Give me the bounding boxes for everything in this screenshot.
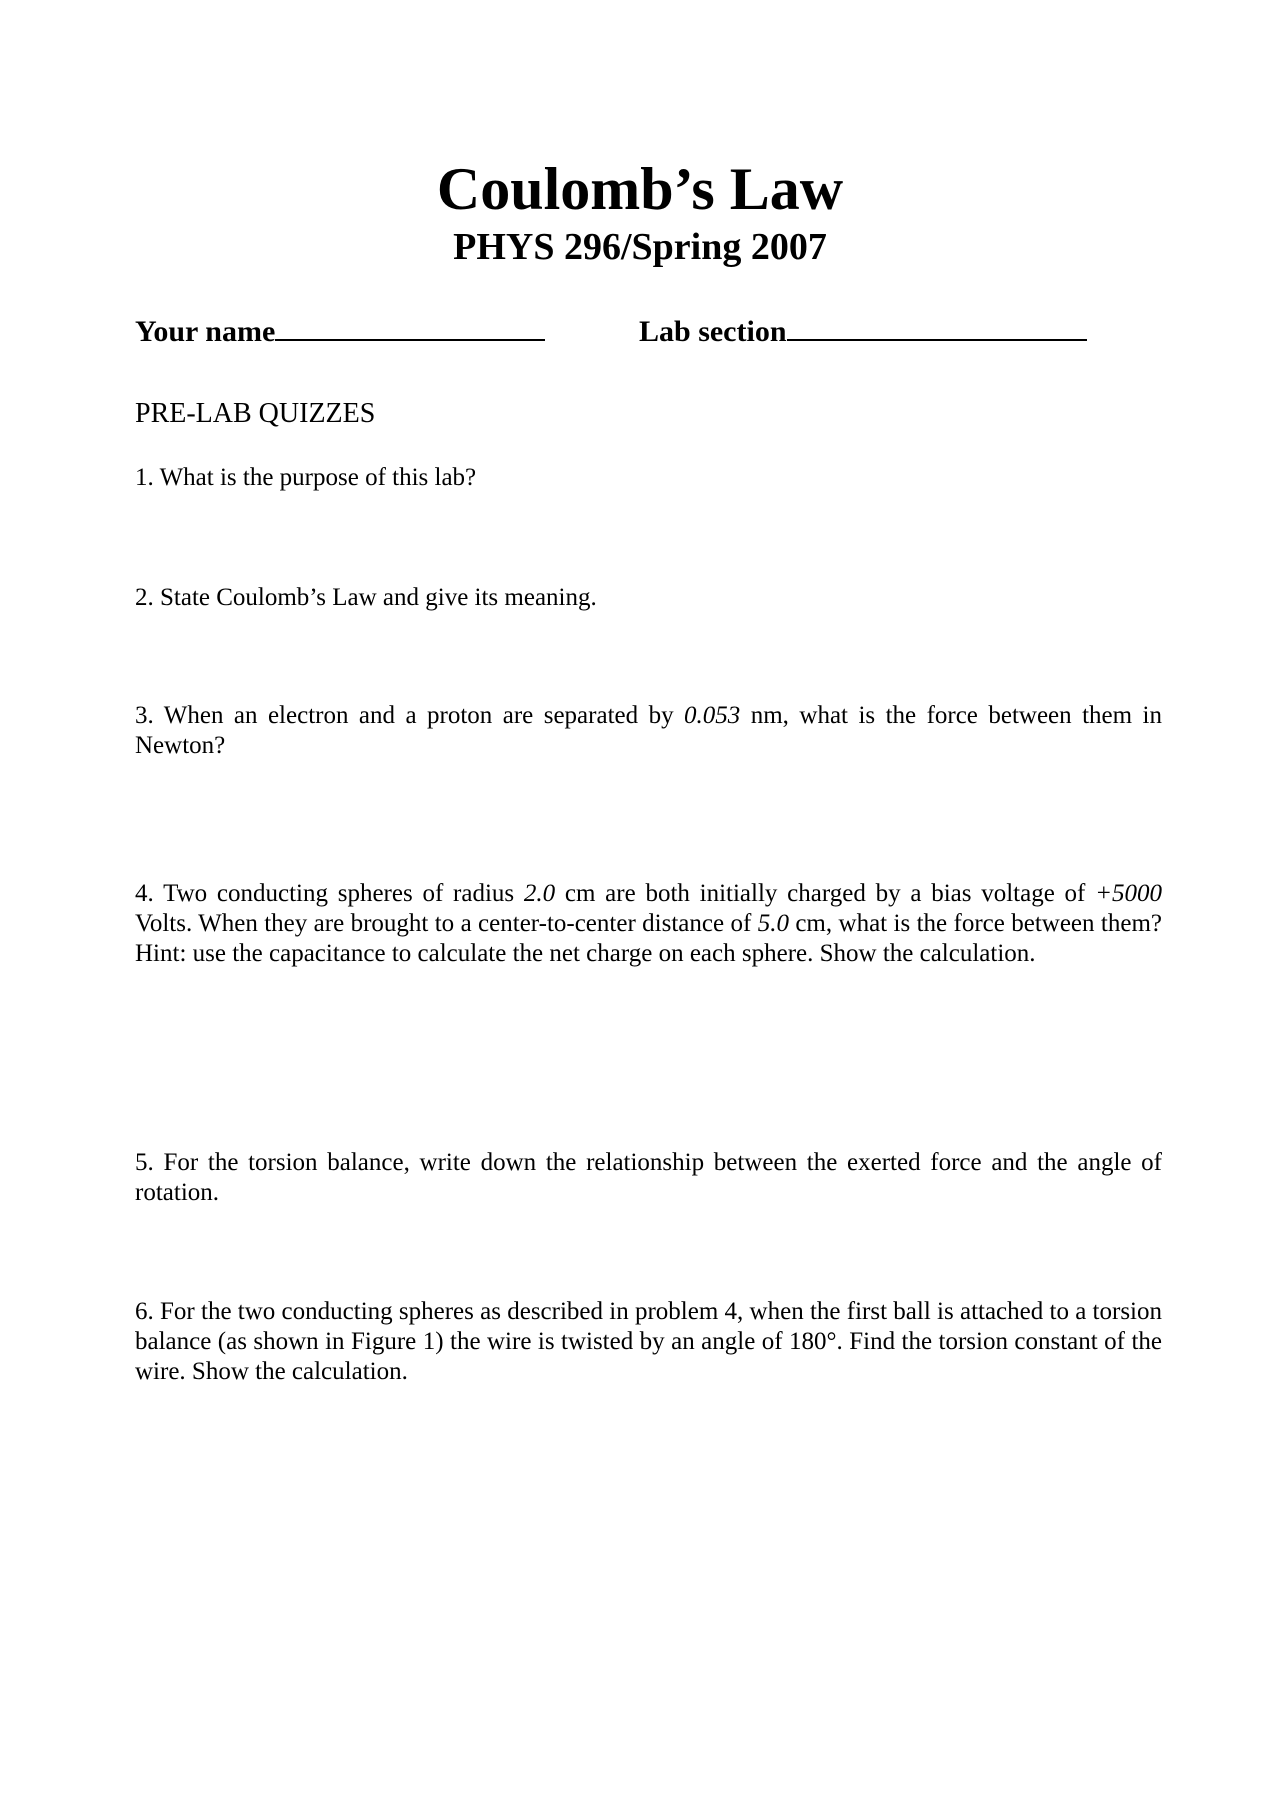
question-3 — [135, 701, 1162, 761]
question-number: 2. — [135, 584, 154, 611]
question-number: 4. — [135, 880, 154, 907]
question-number: 3. — [135, 702, 154, 729]
question-text-part: cm are both initially charged by a bias voltage of — [555, 880, 1096, 907]
radius-value: 2.0 — [523, 880, 556, 907]
document-title: Coulomb’s Law — [436, 156, 844, 222]
distance-value: 5.0 — [757, 910, 789, 937]
question-text: For the torsion balance, write down the relationship between the exerted force and the angle of rotation. — [135, 1149, 1163, 1206]
question-6 — [135, 1297, 1162, 1387]
question-text-part: Two conducting spheres of radius — [163, 880, 524, 907]
question-2 — [135, 583, 1162, 613]
question-text: What is the purpose of this lab? — [159, 464, 477, 491]
separation-value: 0.053 — [684, 702, 741, 729]
question-1 — [135, 463, 1162, 493]
question-5 — [135, 1148, 1162, 1208]
question-number: 5. — [135, 1149, 154, 1176]
question-text-part: nm, what is the force between them in Newton? — [135, 702, 1162, 759]
question-text-part: Volts. When they are brought to a center-to-center distance of — [135, 910, 758, 937]
question-text: For the two conducting spheres as described in problem 4, when the first ball is attached to a torsion balance (as shown in Figure 1) the wire is twisted by an angle of 180°. Find the torsion constant of the wire. Show the calculation. — [135, 1298, 1163, 1385]
question-number: 1. — [135, 464, 154, 491]
section-heading: PRE-LAB QUIZZES — [135, 398, 376, 429]
document-subtitle: PHYS 296/Spring 2007 — [453, 226, 827, 268]
question-number: 6. — [135, 1298, 154, 1325]
question-text-part: When an electron and a proton are separated by — [163, 702, 685, 729]
voltage-value: +5000 — [1095, 880, 1163, 907]
name-field-label: Your name — [135, 315, 276, 348]
lab-section-blank-line — [787, 313, 1087, 341]
lab-section-field — [639, 313, 1087, 350]
name-blank-line — [275, 313, 545, 341]
name-field — [135, 313, 545, 350]
lab-section-field-label: Lab section — [639, 315, 787, 348]
question-text: State Coulomb’s Law and give its meaning. — [160, 584, 597, 611]
question-4 — [135, 879, 1162, 969]
question-text-part: cm, what is the force between them? Hint: use the capacitance to calculate the net charge on each sphere. Show the calculation. — [135, 910, 1162, 967]
